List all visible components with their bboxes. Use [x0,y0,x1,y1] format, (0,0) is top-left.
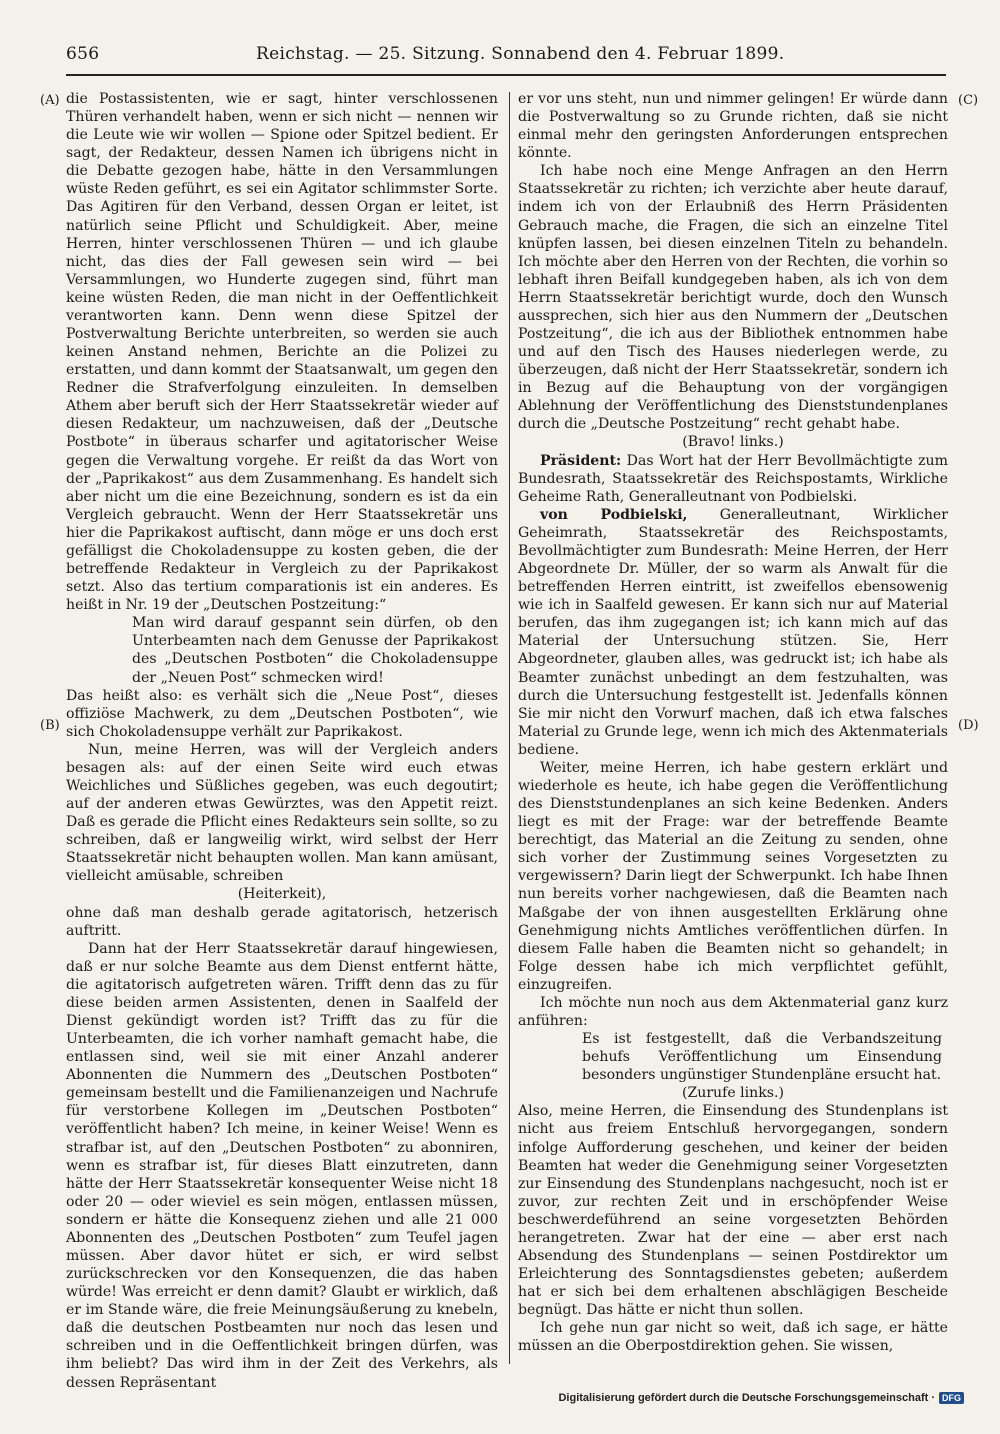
paragraph: Nun, meine Herren, was will der Vergleich anders besagen als: auf der einen Seite wird euch etwas Weichliches und Süßliches gegeben, was euch degoutirt; auf der anderen etwas Gewürztes, was den Appetit reizt. Daß es gerade die Pflicht eines Redakteurs sein sollte, so zu schreiben, daß er langweilig wirkt, wird selbst der Herr Staatssekretär nicht behaupten wollen. Man kann amüsant, vielleicht amüsable, schreiben [66,741,498,885]
column-divider [509,92,510,1364]
digitization-credit [558,1392,964,1404]
paragraph: Weiter, meine Herren, ich habe gestern erklärt und wiederhole es heute, ich habe gegen die Veröffentlichung des Dienststundenplanes an sich keine Bedenken. Anders liegt es mit der Frage: war der betreffende Beamte berechtigt, das Material an die Zeitung zu senden, ohne sich vorher der Zustimmung seines Vorgesetzten zu vergewissern? Darin liegt der Schwerpunkt. Ich habe Ihnen nun bereits vorher nachgewiesen, daß die Beamten nach Maßgabe der von ihnen ausgestellten Erklärung ohne Genehmigung nichts Amtliches veröffentlichen dürfen. In diesem Falle haben die Beamten nicht so gehandelt; in Folge dessen habe ich mich verpflichtet gefühlt, einzugreifen. [518,759,948,993]
margin-marker-c: (C) [958,93,979,108]
interjection: (Zurufe links.) [681,1085,785,1102]
dfg-logo: DFG [939,1392,964,1404]
paragraph: die Postassistenten, wie er sagt, hinter verschlossenen Thüren verhandelt haben, wenn er sich nicht — nennen wir die Leute wie wir wollen — Spione oder Spitzel bedient. Er sagt, der Redakteur, dessen Namen ich übrigens nicht in die Debatte gezogen habe, hätte in den Versammlungen wüste Reden geführt, es sei ein Agitator schlimmster Sorte. Das Agitiren für den Verband, dessen Organ er leitet, ist natürlich seine Pflicht und Schuldigkeit. Aber, meine Herren, hinter verschlossenen Thüren — und ich glaube nicht, das dies der Fall gewesen sein wird — bei Versammlungen, wo Hunderte zugegen sind, führt man keine wüsten Reden, die man nicht in der Oeffentlichkeit verantworten kann. Denn wenn diese Spitzel der Postverwaltung Berichte unterbreiten, so werden sie auch keinen Anstand nehmen, Berichte an die Polizei zu erstatten, und dann kommt der Staatsanwalt, um gegen den Redner die Strafverfolgung einzuleiten. In demselben Athem aber beruft sich der Herr Staatssekretär wieder auf diesen Redakteur, um nachzuweisen, daß der „Deutsche Postbote“ in überaus scharfer und agitatorischer Weise gegen die Verwaltung vorgehe. Er reißt da das Wort von der „Paprikakost“ aus dem Zusammenhang. Es handelt sich aber nicht um die eine Bezeichnung, sondern es ist da ein Vergleich gebraucht. Wenn der Herr Staatssekretär uns hier die Paprikakost auftischt, dann möge er uns doch erst gefälligst die Chokoladensuppe zu kosten geben, die der betreffende Redakteur in Vergleich zu der Paprikakost setzt. Also das tertium comparationis ist ein anderes. Es heißt in Nr. 19 der „Deutschen Postzeitung:“ [66,91,499,614]
interjection: (Heiterkeit), [237,886,327,903]
running-title: Reichstag. — 25. Sitzung. Sonnabend den 4. Februar 1899. [256,44,785,64]
paragraph: Ich habe noch eine Menge Anfragen an den Herrn Staatssekretär zu richten; ich verzichte aber heute darauf, indem ich von der Erlaubniß des Herrn Präsidenten Gebrauch mache, die Fragen, die sich an einzelne Titel knüpfen lassen, bei diesen einzelnen Titeln zu behandeln. Ich möchte aber den Herren von der Rechten, die vorhin so lebhaft ihren Beifall kundgegeben haben, als ich von dem Herrn Staatssekretär berichtigt wurde, doch den Wunsch aussprechen, sich hier aus den Nummern der „Deutschen Postzeitung“, die ich aus der Bibliothek entnommen habe und auf den Tisch des Hauses niederlegen werde, zu überzeugen, daß nicht der Herr Staatssekretär, sondern ich in Bezug auf die Behauptung von der vorgängigen Ablehnung der Veröffentlichung des Dienststundenplanes durch die „Deutsche Postzeitung“ recht gehabt habe. [518,163,948,433]
speaker-name: von Podbielski, [540,506,688,523]
left-column [66,90,498,1392]
block-quote: Es ist festgestellt, daß die Verbandszeitung behufs Veröffentlichung um Einsendung besonders ungünstiger Stundenpläne ersucht hat. [582,1031,942,1084]
page-header [66,44,938,72]
paragraph: Das heißt also: es verhält sich die „Neue Post“, dieses offiziöse Machwerk, zu dem „Deutschen Postboten“, wie sich Chokoladensuppe verhält zur Paprikakost. [66,687,498,740]
paragraph: ohne daß man deshalb gerade agitatorisch, hetzerisch auftritt. [66,904,498,939]
margin-marker-b: (B) [40,718,60,733]
margin-marker-a: (A) [40,93,60,108]
paragraph: er vor uns steht, nun und nimmer gelingen! Er würde dann die Postverwaltung so zu Grunde richten, daß sie nicht einmal mehr den geringsten Anforderungen entsprechen könnte. [518,91,948,162]
speaker-paragraph [518,506,948,759]
paragraph: Dann hat der Herr Staatssekretär darauf hingewiesen, daß er nur solche Beamte aus dem Dienst entfernt hätte, die agitatorisch aufgetreten wären. Trifft denn das zu für diese beiden armen Assistenten, denen in Saalfeld der Dienst gekündigt worden ist? Trifft das zu für die Unterbeamten, die ich vorher namhaft gemacht habe, die entlassen sind, weil sie mit einer Anzahl anderer Abonnenten die Nummern des „Deutschen Postboten“ gemeinsam bestellt und die Familienanzeigen und Nachrufe für verstorbene Kollegen im „Deutschen Postboten“ veröffentlicht haben? Ich meine, in keiner Weise! Wenn es strafbar ist, auf den „Deutschen Postboten“ zu abonniren, wenn es strafbar ist, für dieses Blatt einzutreten, dann hätte der Herr Staatssekretär konsequenter Weise nicht 18 oder 20 — oder wieviel es sein mögen, entlassen müssen, sondern er hätte die Konsequenz ziehen und alle 21 000 Abonnenten des „Deutschen Postboten“ zum Teufel jagen müssen. Aber davor hütet er sich, er wird selbst zurückschrecken vor den Konsequenzen, die das haben würde! Was erreicht er denn damit? Glaubt er wirklich, daß er im Stande wäre, die freie Meinungsäußerung zu knebeln, daß die deutschen Postbeamten nur noch das lesen und schreiben und in die Oeffentlichkeit bringen dürfen, was ihm beliebt? Das wird ihm in der Zeit des Verkehrs, als dessen Repräsentant [66,940,498,1391]
interjection: (Bravo! links.) [682,434,784,451]
speech-text: Das Wort hat der Herr Bevollmächtigte zum Bundesrath, Staatssekretär des Reichspostamts, Wirkliche Geheime Rath, Generalleutnant von Podbielski. [518,452,948,505]
page-number: 656 [66,44,100,64]
speaker-name: Präsident: [540,452,622,469]
margin-marker-d: (D) [958,718,979,733]
paragraph: Also, meine Herren, die Einsendung des Stundenplans ist nicht aus freiem Entschluß hervorgegangen, sondern infolge Aufforderung geschehen, und keiner der beiden Beamten hat weder die Genehmigung seiner Vorgesetzten zur Einsendung des Stundenplans nachgesucht, noch ist er zuvor, zur rechten Zeit und in erschöpfender Weise beschwerdeführend an seine vorgesetzten Behörden herangetreten. Zwar hat der eine — aber erst nach Absendung des Stundenplans — seinen Postdirektor um Erleichterung des Sonntagsdienstes gebeten; außerdem hat er sich bei dem erhaltenen abschlägigen Bescheide begnügt. Das hätte er nicht thun sollen. [518,1103,948,1319]
header-rule [66,74,946,76]
block-quote: Man wird darauf gespannt sein dürfen, ob den Unterbeamten nach dem Genusse der Paprikakost des „Deutschen Postboten“ die Chokoladensuppe der „Neuen Post“ schmecken wird! [132,615,498,686]
credit-text: Digitalisierung gefördert durch die Deutsche Forschungsgemeinschaft · [558,1392,935,1404]
paragraph: Ich gehe nun gar nicht so weit, daß ich sage, er hätte müssen an die Oberpostdirektion gehen. Sie wissen, [518,1320,948,1355]
speaker-paragraph [518,452,948,506]
paragraph: Ich möchte nun noch aus dem Aktenmaterial ganz kurz anführen: [518,994,948,1029]
right-column [518,90,948,1355]
speech-text: Generalleutnant, Wirklicher Geheimrath, Staatssekretär des Reichspostamts, Bevollmächtigter zum Bundesrath: Meine Herren, der Herr Abgeordnete Dr. Müller, der so warm als Anwalt für die betreffenden Herren eintritt, ist zweifellos ebensowenig wie ich in Saalfeld gewesen. Er kann sich nur auf Material berufen, das ihm zugegangen ist; ich kann mich auf das Material der Untersuchung stützen. Sie, Herr Abgeordneter, glauben alles, was gedruckt ist; ich habe als Beamter zunächst unbedingt an dem festzuhalten, was durch die Untersuchung festgestellt ist. Jedenfalls können Sie mir nicht den Vorwurf machen, daß ich etwa falsches Material zu Grunde lege, wenn ich mich des Aktenmaterials bediene. [518,506,948,758]
